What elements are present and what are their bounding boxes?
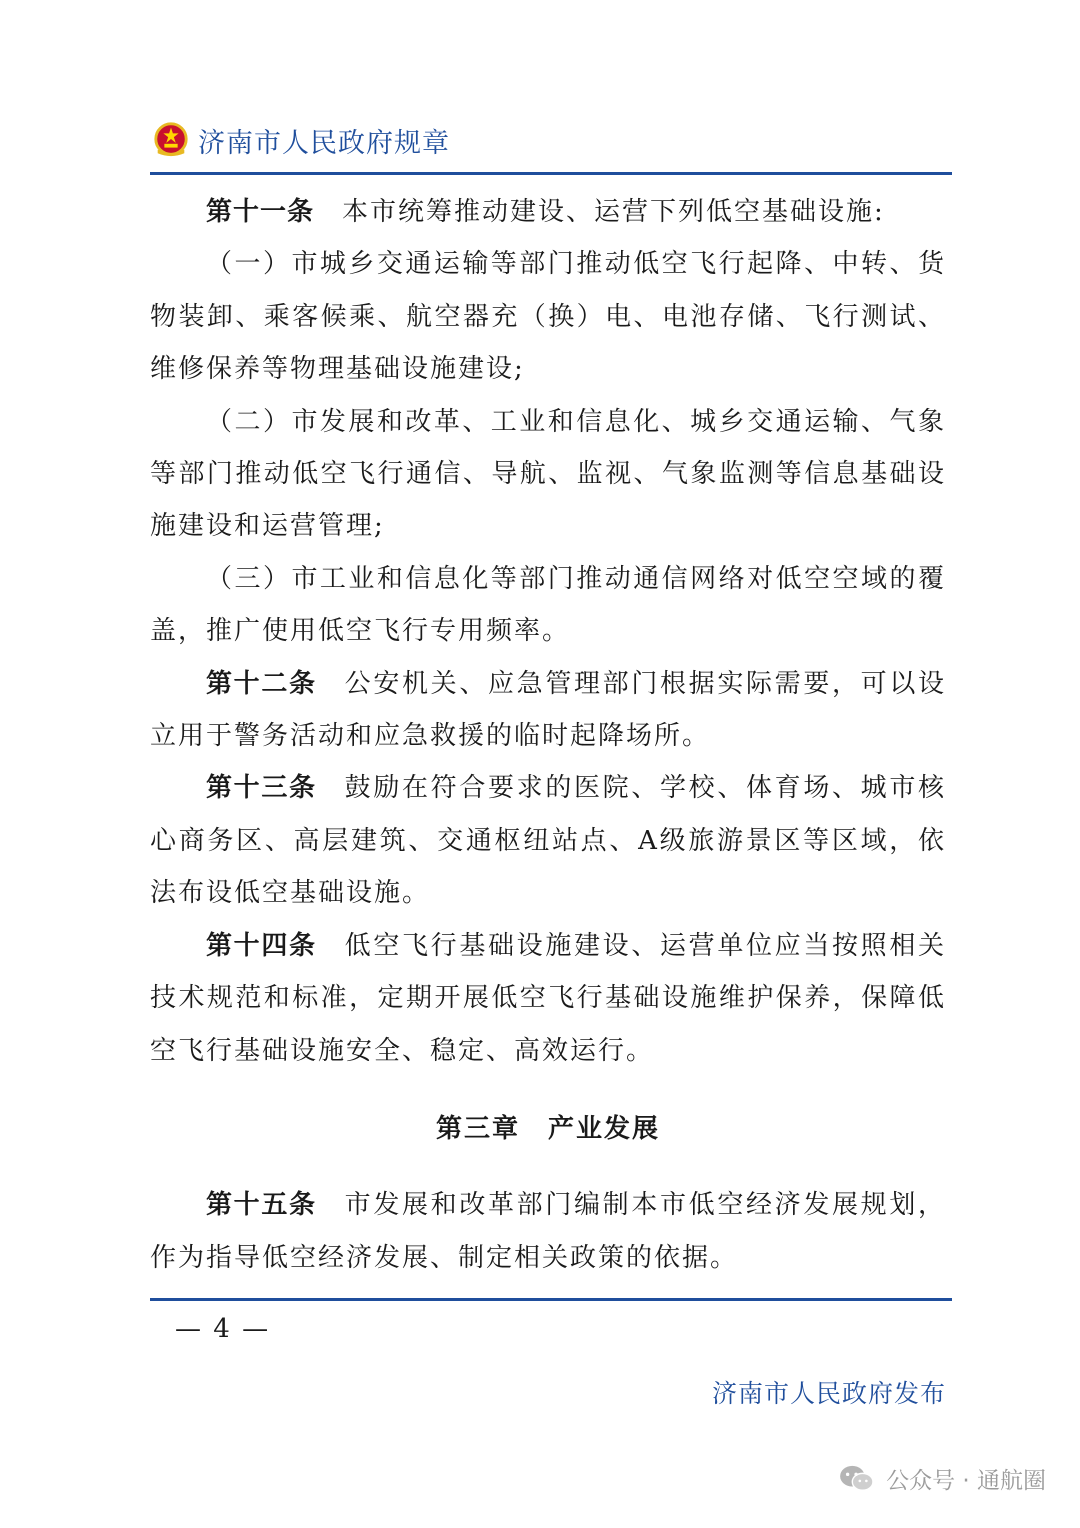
- footer-source: 济南市人民政府发布: [711, 1379, 946, 1408]
- article-paragraph: [150, 762, 946, 919]
- chapter-heading: [150, 1103, 946, 1155]
- list-item-paragraph: [150, 396, 946, 553]
- chapter-number: 第三章: [435, 1113, 520, 1144]
- article-paragraph: [150, 186, 946, 238]
- article-paragraph: [150, 920, 946, 1077]
- document-header: [152, 118, 450, 162]
- article-text: 市发展和改革部门编制本市低空经济发展规划，作为指导低空经济发展、制定相关政策的依据。: [150, 1190, 946, 1273]
- article-text: （一）市城乡交通运输等部门推动低空飞行起降、中转、货物装卸、乘客候乘、航空器充（换）电、电池存储、飞行测试、维修保养等物理基础设施建设;: [150, 249, 946, 385]
- chapter-title: 产业发展: [548, 1113, 661, 1144]
- article-number: 第十五条: [206, 1190, 317, 1221]
- list-item-paragraph: [150, 553, 946, 658]
- watermark: [838, 1462, 1046, 1495]
- article-text: （二）市发展和改革、工业和信息化、城乡交通运输、气象等部门推动低空飞行通信、导航、监视、气象监测等信息基础设施建设和运营管理;: [150, 406, 946, 542]
- header-title: 济南市人民政府规章: [198, 127, 450, 159]
- article-text: （三）市工业和信息化等部门推动通信网络对低空空域的覆盖，推广使用低空飞行专用频率。: [150, 563, 946, 647]
- list-item-paragraph: [150, 238, 946, 395]
- header-rule: [150, 172, 952, 175]
- article-number: 第十四条: [206, 930, 317, 961]
- article-number: 第十三条: [206, 773, 317, 804]
- article-text: 公安机关、应急管理部门根据实际需要，可以设立用于警务活动和应急救援的临时起降场所。: [150, 668, 946, 752]
- article-paragraph: [150, 1179, 946, 1284]
- article-text: 鼓励在符合要求的医院、学校、体育场、城市核心商务区、高层建筑、交通枢纽站点、A级旅游景区等区域，依法布设低空基础设施。: [150, 773, 946, 909]
- article-number: 第十二条: [206, 668, 317, 699]
- page-number: — 4 —: [175, 1314, 271, 1344]
- article-text: 低空飞行基础设施建设、运营单位应当按照相关技术规范和标准，定期开展低空飞行基础设施维护保养，保障低空飞行基础设施安全、稳定、高效运行。: [150, 930, 946, 1066]
- article-text: 本市统筹推动建设、运营下列低空基础设施:: [342, 197, 885, 227]
- national-emblem-icon: [152, 121, 190, 159]
- watermark-text: 公众号 · 通航圈: [886, 1468, 1046, 1494]
- footer-rule: [150, 1298, 952, 1301]
- article-paragraph: [150, 658, 946, 763]
- document-body: [150, 186, 946, 1284]
- wechat-icon: [838, 1464, 876, 1494]
- article-number: 第十一条: [206, 197, 315, 227]
